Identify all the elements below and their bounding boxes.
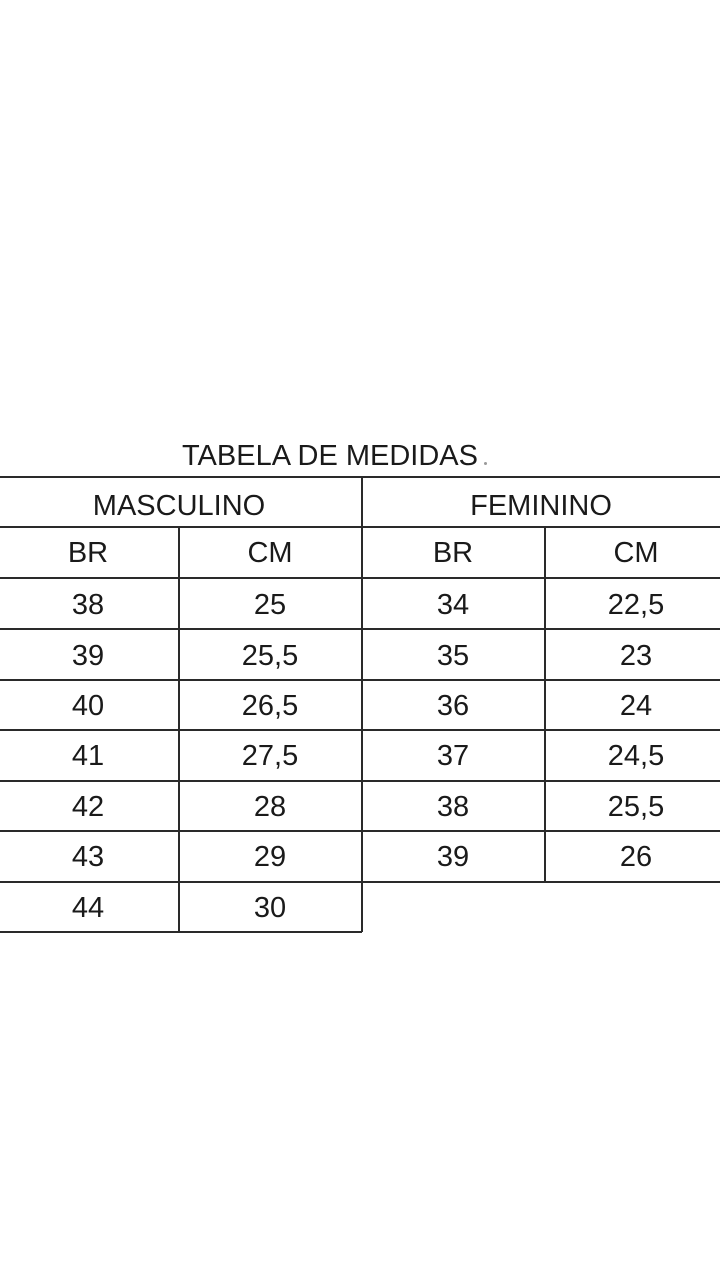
- feminino-br-cell: 34: [436, 589, 470, 621]
- masculino-br-cell: 44: [71, 892, 105, 924]
- feminino-br-cell: 38: [436, 791, 470, 823]
- masculino-br-cell: 38: [71, 589, 105, 621]
- masculino-br-cell: 43: [71, 841, 105, 873]
- feminino-br-cell: 39: [436, 841, 470, 873]
- feminino-br-cell: 37: [436, 740, 470, 772]
- masculino-cm-header: CM: [247, 537, 293, 569]
- feminino-cm-cell: 23: [619, 640, 653, 672]
- feminino-cm-cell: 24,5: [607, 740, 665, 772]
- masculino-br-cell: 40: [71, 690, 105, 722]
- masculino-cm-cell: 28: [253, 791, 287, 823]
- section-feminino-label: FEMININO: [470, 490, 612, 522]
- table-line-top: [0, 476, 720, 478]
- feminino-cm-cell: 26: [619, 841, 653, 873]
- masculino-cm-cell: 26,5: [241, 690, 299, 722]
- masculino-br-cell: 42: [71, 791, 105, 823]
- section-masculino-label: MASCULINO: [92, 490, 266, 522]
- table-title: TABELA DE MEDIDAS: [182, 440, 478, 472]
- feminino-br-cell: 35: [436, 640, 470, 672]
- feminino-cm-cell: 24: [619, 690, 653, 722]
- masculino-cm-cell: 25: [253, 589, 287, 621]
- masculino-cm-cell: 30: [253, 892, 287, 924]
- masculino-br-header: BR: [67, 537, 109, 569]
- feminino-cm-header: CM: [613, 537, 659, 569]
- feminino-cm-cell: 22,5: [607, 589, 665, 621]
- masculino-cm-cell: 25,5: [241, 640, 299, 672]
- masculino-br-cell: 41: [71, 740, 105, 772]
- feminino-br-header: BR: [432, 537, 474, 569]
- masculino-br-cell: 39: [71, 640, 105, 672]
- feminino-cm-cell: 25,5: [607, 791, 665, 823]
- masculino-cm-cell: 29: [253, 841, 287, 873]
- feminino-br-cell: 36: [436, 690, 470, 722]
- masculino-cm-cell: 27,5: [241, 740, 299, 772]
